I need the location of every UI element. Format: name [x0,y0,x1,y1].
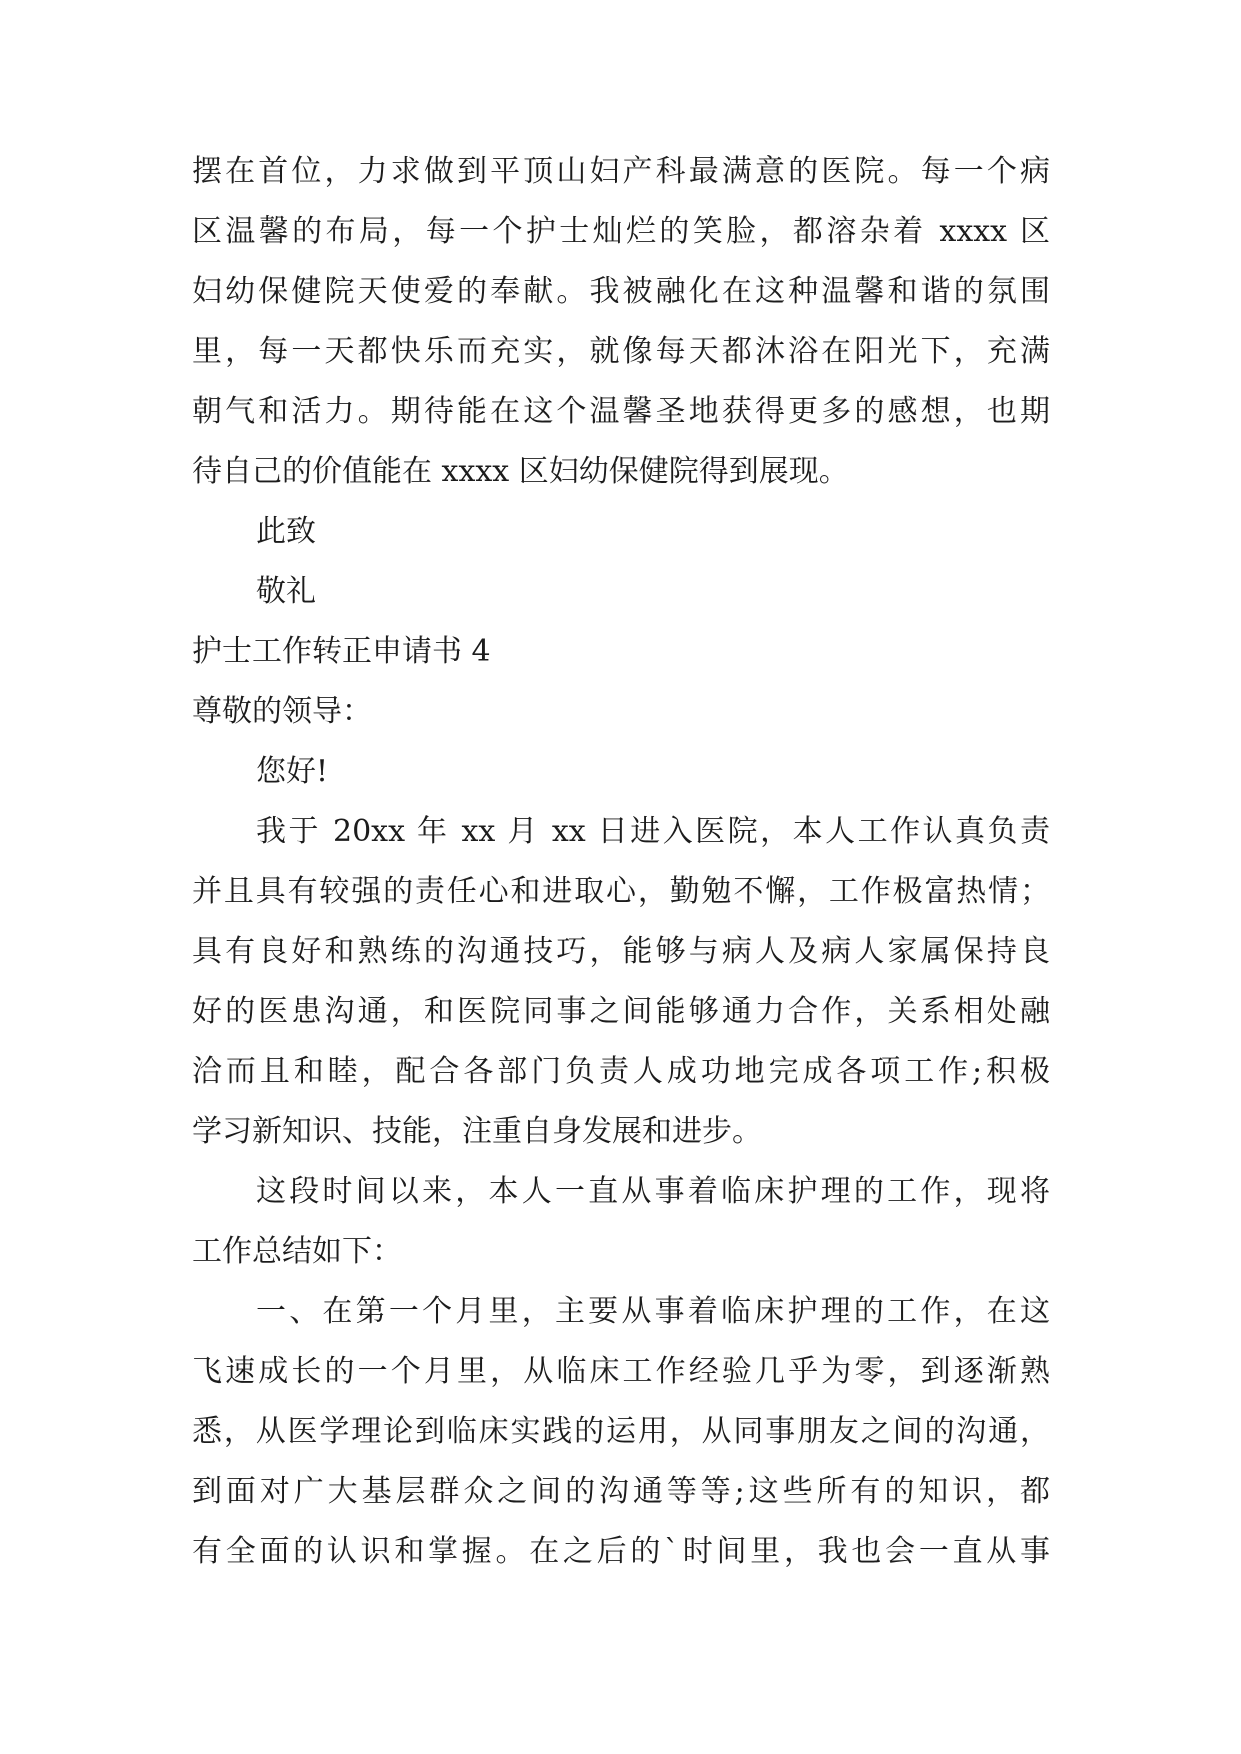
text-line: 妇幼保健院天使爱的奉献。我被融化在这种温馨和谐的氛围 [192,274,1050,309]
greeting: 您好! [256,754,329,789]
text-line: 待自己的价值能在 xxxx 区妇幼保健院得到展现。 [192,454,849,489]
text-line: 并且具有较强的责任心和进取心，勤勉不懈，工作极富热情； [192,874,1050,909]
text-line: 到面对广大基层群众之间的沟通等等;这些所有的知识，都 [192,1474,1050,1509]
text-line: 摆在首位，力求做到平顶山妇产科最满意的医院。每一个病 [192,154,1050,189]
text-line: 我于 20xx 年 xx 月 xx 日进入医院，本人工作认真负责 [256,814,1050,849]
paragraph-2 [192,1162,1050,1282]
paragraph-3 [192,1282,1050,1582]
text-line: 朝气和活力。期待能在这个温馨圣地获得更多的感想，也期 [192,394,1050,429]
section-title: 护士工作转正申请书 4 [192,634,491,669]
closing-jingli: 敬礼 [256,574,316,609]
text-line: 区温馨的布局，每一个护士灿烂的笑脸，都溶杂着 xxxx 区 [192,214,1050,249]
text-line: 具有良好和熟练的沟通技巧，能够与病人及病人家属保持良 [192,934,1050,969]
text-line: 工作总结如下： [192,1234,402,1269]
paragraph-1 [192,802,1050,1162]
salutation: 尊敬的领导： [192,694,372,729]
closing-cizhi: 此致 [256,514,316,549]
text-line: 悉，从医学理论到临床实践的运用，从同事朋友之间的沟通， [192,1414,1050,1449]
text-line: 这段时间以来，本人一直从事着临床护理的工作，现将 [256,1174,1050,1209]
document-body [192,142,1050,1582]
text-line: 一、在第一个月里，主要从事着临床护理的工作，在这 [256,1294,1050,1329]
text-line: 好的医患沟通，和医院同事之间能够通力合作，关系相处融 [192,994,1050,1029]
text-line: 洽而且和睦，配合各部门负责人成功地完成各项工作;积极 [192,1054,1050,1089]
paragraph-continued [192,142,1050,502]
text-line: 飞速成长的一个月里，从临床工作经验几乎为零，到逐渐熟 [192,1354,1050,1389]
text-line: 里，每一天都快乐而充实，就像每天都沐浴在阳光下，充满 [192,334,1050,369]
text-line: 学习新知识、技能，注重自身发展和进步。 [192,1114,762,1149]
text-line: 有全面的认识和掌握。在之后的`时间里，我也会一直从事 [192,1534,1050,1569]
